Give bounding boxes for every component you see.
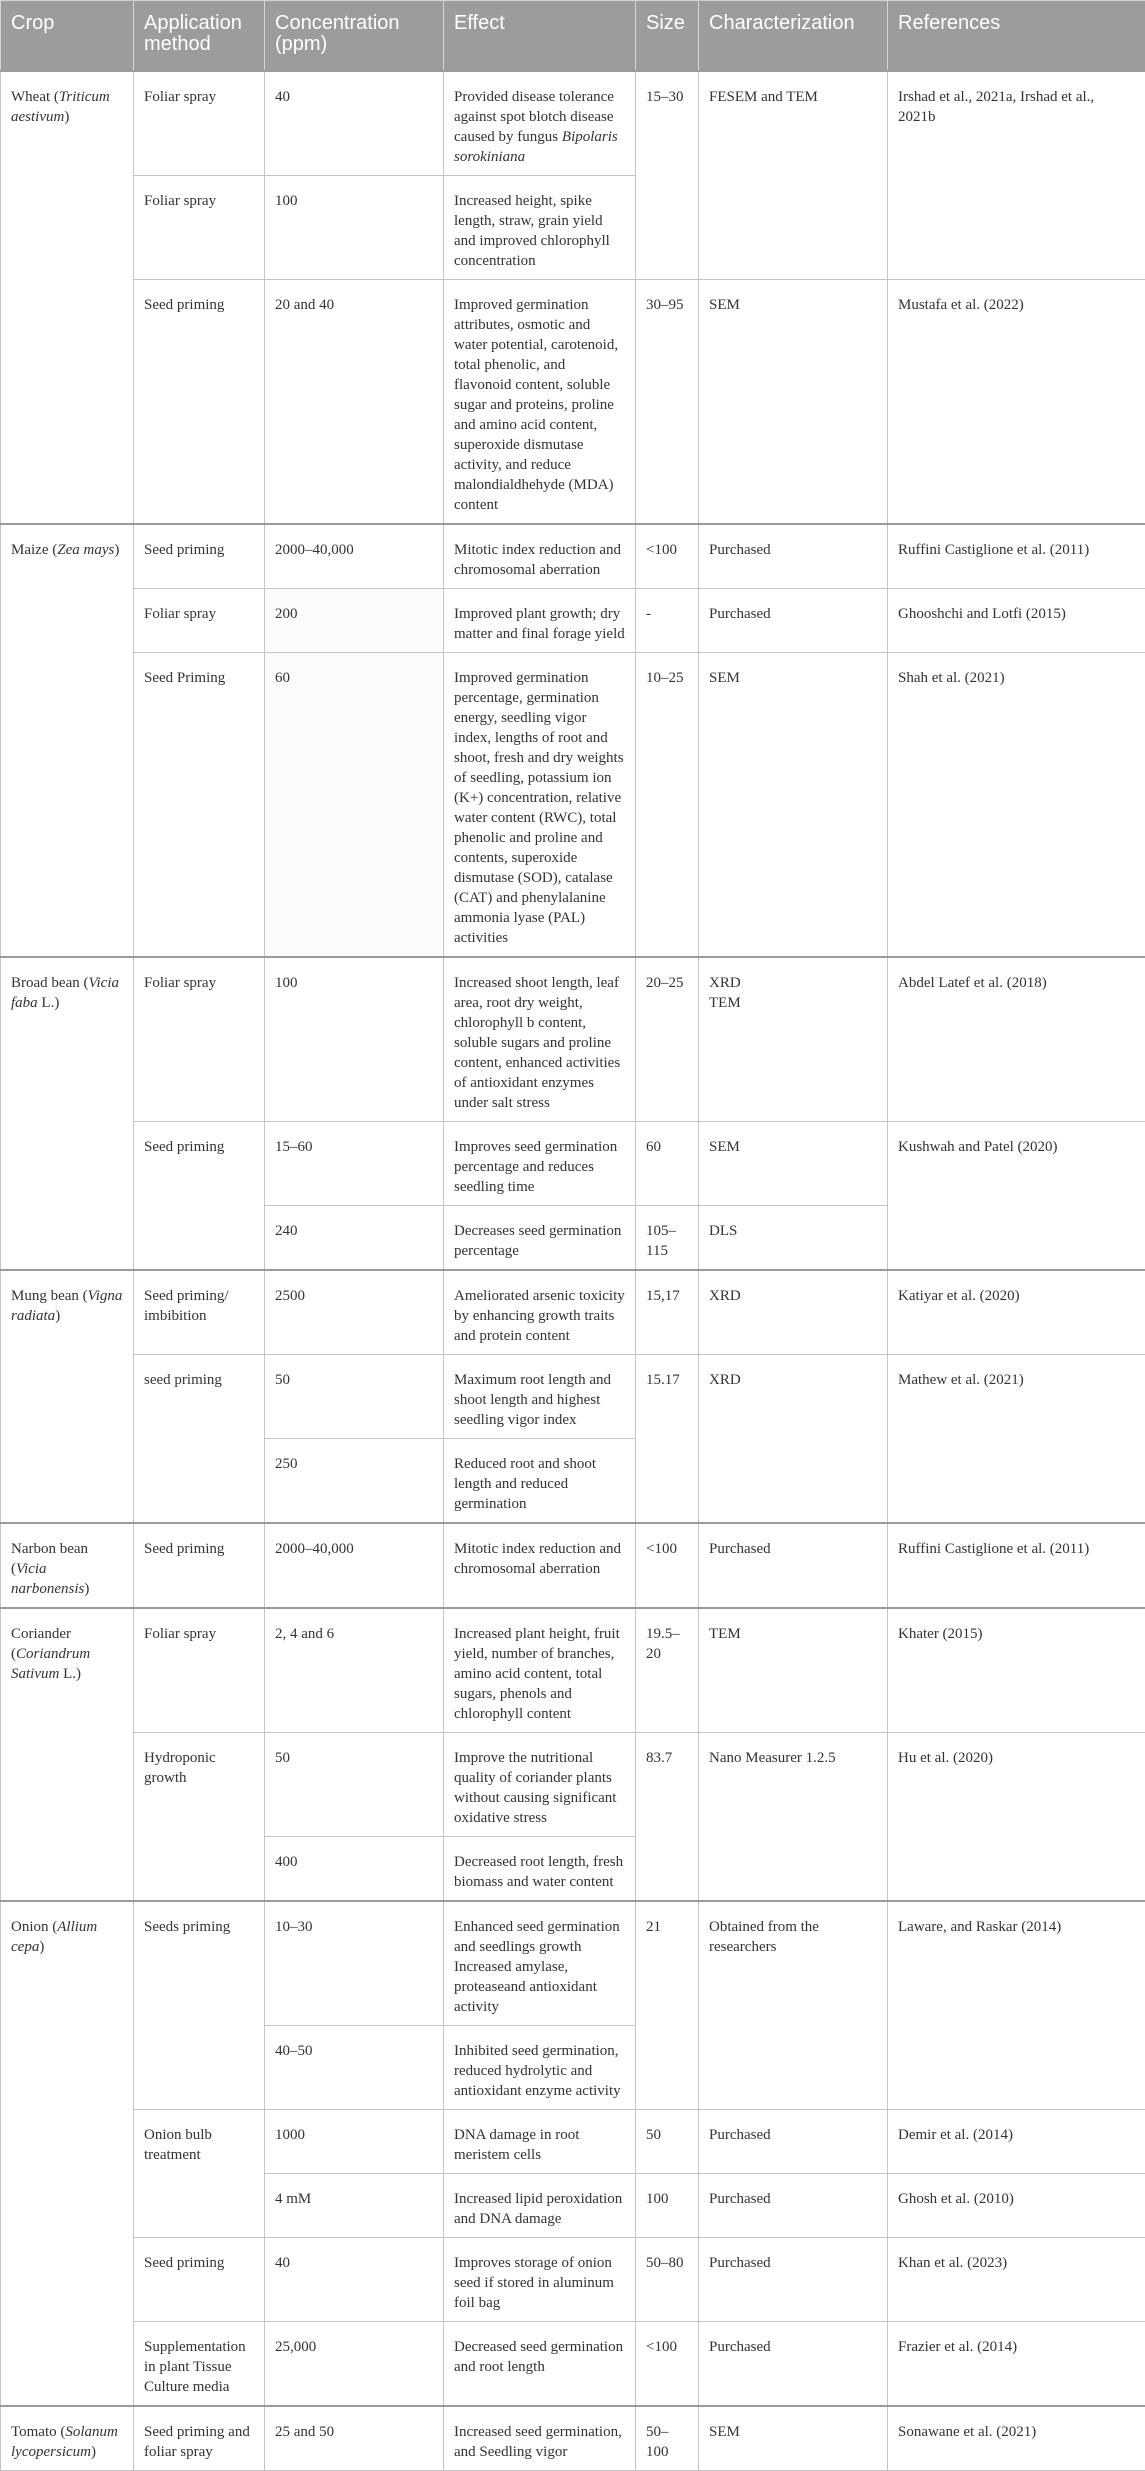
concentration-cell: 2, 4 and 6	[265, 1608, 444, 1733]
effect-cell: Decreased seed germination and root length	[444, 2322, 636, 2407]
table-row	[1, 1355, 1145, 1439]
crop-cell: Tomato (Solanum lycopersicum)	[1, 2406, 134, 2471]
characterization-cell: Nano Measurer 1.2.5	[699, 1733, 888, 1902]
size-cell: 50–80	[636, 2238, 699, 2322]
effect-cell: Increased lipid peroxidation and DNA damage	[444, 2174, 636, 2238]
size-cell: <100	[636, 2322, 699, 2407]
concentration-cell: 40	[265, 71, 444, 176]
size-cell: 105–115	[636, 1206, 699, 1271]
header-method: Application method	[134, 1, 265, 72]
method-cell: Hydroponic growth	[134, 1733, 265, 1902]
crop-cell: Coriander (Coriandrum Sativum L.)	[1, 1608, 134, 1901]
effect-cell: Increased shoot length, leaf area, root dry weight, chlorophyll b content, soluble sugars and proline content, enhanced activities of antioxidant enzymes under salt stress	[444, 957, 636, 1122]
header-effect: Effect	[444, 1, 636, 72]
method-cell: Seed priming	[134, 524, 265, 589]
method-cell: seed priming	[134, 1355, 265, 1524]
method-cell: Foliar spray	[134, 1608, 265, 1733]
reference-cell: Ruffini Castiglione et al. (2011)	[888, 524, 1145, 589]
crop-cell: Mung bean (Vigna radiata)	[1, 1270, 134, 1523]
table-row	[1, 1270, 1145, 1355]
reference-cell: Shah et al. (2021)	[888, 653, 1145, 958]
concentration-cell: 1000	[265, 2110, 444, 2174]
size-cell: 20–25	[636, 957, 699, 1122]
reference-cell: Ruffini Castiglione et al. (2011)	[888, 1523, 1145, 1608]
header-row	[1, 1, 1145, 72]
effect-cell: DNA damage in root meristem cells	[444, 2110, 636, 2174]
reference-cell: Abdel Latef et al. (2018)	[888, 957, 1145, 1122]
size-cell: 10–25	[636, 653, 699, 958]
header-size: Size	[636, 1, 699, 72]
characterization-cell: SEM	[699, 2406, 888, 2471]
header-characterization: Characterization	[699, 1, 888, 72]
reference-cell: Sonawane et al. (2021)	[888, 2406, 1145, 2471]
table-row	[1, 2110, 1145, 2174]
table-row	[1, 1523, 1145, 1608]
concentration-cell: 200	[265, 589, 444, 653]
concentration-cell: 50	[265, 1355, 444, 1439]
effect-cell: Increased plant height, fruit yield, number of branches, amino acid content, total sugars, phenols and chlorophyll content	[444, 1608, 636, 1733]
effect-cell: Improved plant growth; dry matter and final forage yield	[444, 589, 636, 653]
effect-cell: Enhanced seed germination and seedlings growth Increased amylase, proteaseand antioxidant activity	[444, 1901, 636, 2026]
effect-cell: Increased height, spike length, straw, grain yield and improved chlorophyll concentration	[444, 176, 636, 280]
header-crop: Crop	[1, 1, 134, 72]
concentration-cell: 250	[265, 1439, 444, 1524]
effect-cell: Ameliorated arsenic toxicity by enhancing growth traits and protein content	[444, 1270, 636, 1355]
table-row	[1, 1733, 1145, 1837]
table-row	[1, 1901, 1145, 2026]
size-cell: 15–30	[636, 71, 699, 280]
size-cell: 50–100	[636, 2406, 699, 2471]
characterization-cell: SEM	[699, 1122, 888, 1206]
size-cell: 15.17	[636, 1355, 699, 1524]
effect-cell: Improved germination attributes, osmotic and water potential, carotenoid, total phenolic, and flavonoid content, soluble sugar and proteins, proline and amino acid content, superoxide dismutase activity, and reduce malondialdhehyde (MDA) content	[444, 280, 636, 525]
effect-cell: Provided disease tolerance against spot blotch disease caused by fungus Bipolaris sorokiniana	[444, 71, 636, 176]
crop-cell: Maize (Zea mays)	[1, 524, 134, 957]
size-cell: 21	[636, 1901, 699, 2110]
effect-cell: Improves storage of onion seed if stored in aluminum foil bag	[444, 2238, 636, 2322]
method-cell: Supplementation in plant Tissue Culture media	[134, 2322, 265, 2407]
method-cell: Foliar spray	[134, 176, 265, 280]
header-concentration: Concentration (ppm)	[265, 1, 444, 72]
table-row	[1, 71, 1145, 176]
characterization-cell: Purchased	[699, 2110, 888, 2174]
reference-cell: Khan et al. (2023)	[888, 2238, 1145, 2322]
concentration-cell: 20 and 40	[265, 280, 444, 525]
characterization-cell: Purchased	[699, 589, 888, 653]
size-cell: 30–95	[636, 280, 699, 525]
crop-cell: Wheat (Triticum aestivum)	[1, 71, 134, 524]
method-cell: Seed priming	[134, 1122, 265, 1271]
concentration-cell: 4 mM	[265, 2174, 444, 2238]
size-cell: -	[636, 589, 699, 653]
crop-cell: Broad bean (Vicia faba L.)	[1, 957, 134, 1270]
reference-cell: Ghosh et al. (2010)	[888, 2174, 1145, 2238]
method-cell: Onion bulb treatment	[134, 2110, 265, 2238]
size-cell: 100	[636, 2174, 699, 2238]
table-row	[1, 2238, 1145, 2322]
reference-cell: Katiyar et al. (2020)	[888, 1270, 1145, 1355]
concentration-cell: 100	[265, 957, 444, 1122]
characterization-cell: FESEM and TEM	[699, 71, 888, 280]
concentration-cell: 60	[265, 653, 444, 958]
reference-cell: Frazier et al. (2014)	[888, 2322, 1145, 2407]
crop-cell: Narbon bean (Vicia narbonensis)	[1, 1523, 134, 1608]
characterization-cell: DLS	[699, 1206, 888, 1271]
method-cell: Seed priming and foliar spray	[134, 2406, 265, 2471]
reference-cell: Khater (2015)	[888, 1608, 1145, 1733]
concentration-cell: 2000–40,000	[265, 524, 444, 589]
method-cell: Foliar spray	[134, 71, 265, 176]
effect-cell: Improved germination percentage, germination energy, seedling vigor index, lengths of root and shoot, fresh and dry weights of seedling, potassium ion (K+) concentration, relative water content (RWC), total phenolic and proline and contents, superoxide dismutase (SOD), catalase (CAT) and phenylalanine ammonia lyase (PAL) activities	[444, 653, 636, 958]
concentration-cell: 240	[265, 1206, 444, 1271]
concentration-cell: 100	[265, 176, 444, 280]
table-row	[1, 280, 1145, 525]
effect-cell: Decreases seed germination percentage	[444, 1206, 636, 1271]
characterization-cell: Purchased	[699, 524, 888, 589]
size-cell: <100	[636, 1523, 699, 1608]
reference-cell: Kushwah and Patel (2020)	[888, 1122, 1145, 1271]
concentration-cell: 10–30	[265, 1901, 444, 2026]
reference-cell: Hu et al. (2020)	[888, 1733, 1145, 1902]
size-cell: 60	[636, 1122, 699, 1206]
reference-cell: Mathew et al. (2021)	[888, 1355, 1145, 1524]
reference-cell: Laware, and Raskar (2014)	[888, 1901, 1145, 2110]
effect-cell: Maximum root length and shoot length and highest seedling vigor index	[444, 1355, 636, 1439]
table-row	[1, 589, 1145, 653]
effect-cell: Improves seed germination percentage and reduces seedling time	[444, 1122, 636, 1206]
method-cell: Seed Priming	[134, 653, 265, 958]
effect-cell: Reduced root and shoot length and reduced germination	[444, 1439, 636, 1524]
crop-cell: Onion (Allium cepa)	[1, 1901, 134, 2406]
concentration-cell: 400	[265, 1837, 444, 1902]
effect-cell: Increased seed germination, and Seedling vigor	[444, 2406, 636, 2471]
concentration-cell: 25 and 50	[265, 2406, 444, 2471]
characterization-cell: Purchased	[699, 2238, 888, 2322]
size-cell: 50	[636, 2110, 699, 2174]
method-cell: Foliar spray	[134, 589, 265, 653]
size-cell: 83.7	[636, 1733, 699, 1902]
method-cell: Seeds priming	[134, 1901, 265, 2110]
table-row	[1, 2322, 1145, 2407]
concentration-cell: 2500	[265, 1270, 444, 1355]
effect-cell: Inhibited seed germination, reduced hydrolytic and antioxidant enzyme activity	[444, 2026, 636, 2110]
method-cell: Seed priming	[134, 280, 265, 525]
characterization-cell: SEM	[699, 653, 888, 958]
method-cell: Seed priming	[134, 2238, 265, 2322]
table-row	[1, 524, 1145, 589]
characterization-cell: Purchased	[699, 2322, 888, 2407]
characterization-cell: TEM	[699, 1608, 888, 1733]
effect-cell: Mitotic index reduction and chromosomal aberration	[444, 524, 636, 589]
characterization-cell: XRD	[699, 1270, 888, 1355]
concentration-cell: 2000–40,000	[265, 1523, 444, 1608]
characterization-cell: Obtained from the researchers	[699, 1901, 888, 2110]
concentration-cell: 50	[265, 1733, 444, 1837]
characterization-cell: XRD TEM	[699, 957, 888, 1122]
table-row	[1, 1122, 1145, 1206]
concentration-cell: 40	[265, 2238, 444, 2322]
reference-cell: Demir et al. (2014)	[888, 2110, 1145, 2174]
table-row	[1, 653, 1145, 958]
effect-cell: Decreased root length, fresh biomass and water content	[444, 1837, 636, 1902]
characterization-cell: XRD	[699, 1355, 888, 1524]
characterization-cell: Purchased	[699, 1523, 888, 1608]
characterization-cell: SEM	[699, 280, 888, 525]
method-cell: Seed priming	[134, 1523, 265, 1608]
concentration-cell: 15–60	[265, 1122, 444, 1206]
reference-cell: Irshad et al., 2021a, Irshad et al., 2021b	[888, 71, 1145, 280]
method-cell: Seed priming/ imbibition	[134, 1270, 265, 1355]
method-cell: Foliar spray	[134, 957, 265, 1122]
size-cell: 15,17	[636, 1270, 699, 1355]
characterization-cell: Purchased	[699, 2174, 888, 2238]
reference-cell: Ghooshchi and Lotfi (2015)	[888, 589, 1145, 653]
header-references: References	[888, 1, 1145, 72]
table-row	[1, 2406, 1145, 2471]
concentration-cell: 25,000	[265, 2322, 444, 2407]
effect-cell: Mitotic index reduction and chromosomal aberration	[444, 1523, 636, 1608]
effect-cell: Improve the nutritional quality of coriander plants without causing significant oxidative stress	[444, 1733, 636, 1837]
size-cell: <100	[636, 524, 699, 589]
table-row	[1, 957, 1145, 1122]
table-row	[1, 1608, 1145, 1733]
reference-cell: Mustafa et al. (2022)	[888, 280, 1145, 525]
size-cell: 19.5–20	[636, 1608, 699, 1733]
concentration-cell: 40–50	[265, 2026, 444, 2110]
